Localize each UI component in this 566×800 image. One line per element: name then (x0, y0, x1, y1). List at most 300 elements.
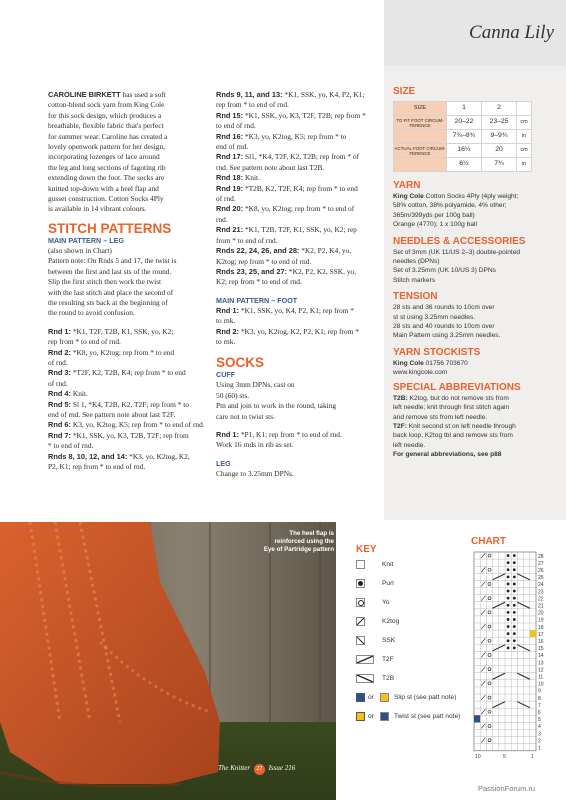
round-text: *K3, yo, K2tog, K5; rep from * to (244, 131, 347, 141)
round-line (48, 462, 212, 472)
intro-line (48, 90, 212, 100)
yarn-line (393, 220, 561, 229)
round-line (216, 316, 376, 326)
chart-row-number: 4 (538, 724, 541, 731)
chart-row-number: 28 (538, 553, 544, 560)
size-col-header: 2 (482, 102, 517, 116)
round-label: Rnd 16: (216, 131, 244, 141)
round-label: Rnd 17: (216, 152, 244, 162)
round-text: *T2F, K2, T2B, K4; rep from * to end (72, 368, 186, 378)
intro-text: extending down the foot. The socks are (48, 173, 165, 183)
size-unit: cm (517, 116, 532, 130)
needles-text: Set of 3.25mm (UK 10/US 3) DPNs (393, 267, 496, 275)
round-line (48, 327, 212, 337)
round-text: K2tog; rep from * to end of rnd. (216, 256, 312, 266)
key-label: K2tog (382, 618, 400, 625)
abbreviation-line (393, 403, 561, 412)
key-symbol-alt (380, 712, 389, 721)
round-text: end of rnd. See pattern note about last T2F. (48, 409, 176, 419)
round-line (216, 440, 376, 450)
leg-note-line: the round to avoid confusion. (48, 308, 135, 318)
chart-purl-mark (507, 597, 510, 600)
round-text: *K3, yo, K2tog, K2, P2, K1; rep from * (240, 326, 359, 336)
chart-row-number: 5 (538, 717, 541, 724)
page-title: Canna Lily (469, 22, 554, 43)
chart-row-number: 9 (538, 688, 541, 695)
yarn-line (393, 201, 561, 210)
intro-line (48, 204, 212, 214)
intro-line (48, 100, 212, 110)
round-text: Sl 1, *K4, T2B, K2, T2F; rep from * to (72, 399, 189, 409)
pattern-round (216, 152, 376, 173)
round-line (216, 267, 376, 277)
size-value-1: 16½ (447, 144, 482, 158)
size-row-label: TO FIT FOOT CIRCUM-FERENCE (394, 116, 447, 130)
chart-purl-mark (507, 583, 510, 586)
intro-name: CAROLINE BIRKETT (48, 90, 121, 99)
round-text: to rnk. (216, 336, 236, 346)
chart-purl-mark (513, 554, 516, 557)
chart-row-number: 23 (538, 589, 544, 596)
key-label: Purl (382, 580, 394, 587)
round-text: of rnd. (216, 194, 236, 204)
size-row-label: ACTUAL FOOT CIRCUM-FERENCE (394, 145, 446, 156)
leg-note-line: Slip the first stitch then work the twist (48, 277, 162, 287)
foot-pattern-heading: MAIN PATTERN – FOOT (216, 295, 298, 305)
round-line (48, 358, 212, 368)
intro-line (48, 184, 212, 194)
chart-col-number: 1 (530, 753, 534, 760)
round-line (216, 142, 376, 152)
round-line (216, 204, 376, 214)
pattern-round (216, 267, 376, 288)
round-line (216, 132, 376, 142)
needles-line (393, 248, 561, 257)
chart-slip-mark (474, 715, 480, 722)
intro-line (48, 121, 212, 131)
chart-row-number: 15 (538, 646, 544, 653)
pattern-round (216, 306, 376, 327)
intro-text: lovely openwork pattern for her design, (48, 142, 165, 152)
footer-page-number: 27 (254, 764, 265, 775)
stockist-line (393, 359, 561, 368)
chart-row-number: 13 (538, 660, 544, 667)
round-label: Rnd 3: (48, 368, 71, 378)
chart-purl-mark (513, 646, 516, 649)
pattern-round (216, 327, 376, 348)
socks-heading: SOCKS (216, 355, 265, 371)
chart-col-number: 10 (475, 753, 481, 760)
round-label: Rnd 18: (216, 173, 244, 183)
key-symbol (356, 693, 365, 702)
round-line (48, 410, 212, 420)
intro-line (48, 194, 212, 204)
tension-line (393, 331, 561, 340)
abbreviation-text: left needle. (393, 441, 426, 449)
round-text: *K2, P2, K2, SSK, yo, (288, 266, 357, 276)
abbreviation-text: and remove sts from left needle. (393, 413, 488, 421)
size-header-row (394, 102, 532, 116)
round-text: *T2B, K2, T2F, K4; rep from * to end (244, 183, 358, 193)
stockist-url: www.kingcole.com (393, 369, 448, 377)
intro-text: incorporating lozenges of lace around (48, 152, 160, 162)
pattern-round (48, 327, 212, 348)
round-label: Rnds 23, 25, and 27: (216, 266, 288, 276)
intro-line (48, 163, 212, 173)
abbreviation-label: T2B: (393, 394, 408, 402)
size-value-1: 6½ (447, 158, 482, 172)
round-line (216, 215, 376, 225)
tension-heading: TENSION (393, 291, 438, 303)
yarn-brand: King Cole (393, 193, 424, 200)
size-col-header: 1 (447, 102, 482, 116)
round-label: Rnd 1: (216, 305, 239, 315)
chart-row-number: 21 (538, 603, 544, 610)
round-line (216, 90, 376, 100)
intro-text: breathable, flexible fabric that's perfect (48, 121, 164, 131)
round-label: Rnd 7: (48, 430, 71, 440)
size-unit: in (517, 158, 532, 172)
pattern-round (48, 452, 212, 473)
chart-row-number: 6 (538, 710, 541, 716)
abbreviation-line (393, 413, 561, 422)
pattern-round (216, 204, 376, 225)
chart-purl-mark (507, 590, 510, 593)
round-line (216, 430, 376, 440)
pattern-round (48, 431, 212, 452)
round-text: to end of rnd. (216, 121, 256, 131)
round-line (216, 246, 376, 256)
round-label: Rnds 9, 11, and 13: (216, 90, 283, 99)
pattern-round (216, 430, 376, 451)
chart-purl-mark (513, 568, 516, 571)
round-line (48, 420, 212, 430)
round-text: *K8, yo, K2tog; rep from * to end of (244, 204, 355, 214)
sock-photo (0, 522, 336, 800)
intro-text: for this sock design, which produces a (48, 110, 162, 120)
photo-caption: The heel flap is reinforced using the Eye of Partridge pattern (263, 530, 334, 553)
chart-purl-mark (513, 583, 516, 586)
needles-line (393, 266, 561, 275)
column-two (216, 90, 376, 479)
key-or: or (368, 713, 374, 720)
chart-row-number: 10 (538, 681, 544, 688)
pattern-round (216, 173, 376, 183)
round-text: rnd. (216, 214, 228, 224)
intro-text: cotton-blend sock yarn from King Cole (48, 100, 165, 110)
round-text: from * to end of rnd. (216, 235, 278, 245)
spacer (216, 347, 376, 355)
size-unit: in (517, 130, 532, 144)
round-line (48, 379, 212, 389)
size-table (393, 101, 532, 172)
round-text: of rnd. (48, 357, 68, 367)
chart-row-number: 19 (538, 617, 544, 624)
chart-row-number: 12 (538, 667, 544, 674)
pattern-round (48, 400, 212, 421)
round-line (216, 194, 376, 204)
pattern-round (48, 348, 212, 369)
round-text: Work 16 rnds in rib as set. (216, 440, 294, 450)
chart-heading: CHART (471, 536, 506, 547)
general-abbreviations-note: For general abbreviations, see p88 (393, 451, 502, 459)
cuff-line: Pm and join to work in the round, taking (216, 401, 337, 411)
round-label: Rnd 20: (216, 204, 244, 214)
intro-line (48, 111, 212, 121)
leg-pattern-heading: MAIN PATTERN – LEG (48, 235, 125, 245)
sock-photo-image (0, 522, 336, 800)
round-text: * to end of rnd. (48, 441, 94, 451)
round-line (48, 441, 212, 451)
round-label: Rnd 21: (216, 225, 244, 235)
pattern-round (216, 90, 376, 111)
round-label: Rnd 1: (48, 326, 71, 336)
chart-purl-mark (507, 639, 510, 642)
round-line (216, 277, 376, 287)
chart-row-number: 17 (538, 631, 544, 638)
round-label: Rnd 2: (216, 326, 239, 336)
spacer (48, 319, 212, 327)
chart-row-number: 20 (538, 610, 544, 617)
round-label: Rnds 8, 10, 12, and 14: (48, 451, 128, 461)
chart-row-number: 11 (538, 674, 544, 681)
key-symbol (356, 636, 365, 645)
round-text: Knit. (72, 389, 88, 399)
needles-text: Set of 3mm (UK 11/US 2–3) double-pointed (393, 248, 521, 256)
chart-row-number: 7 (538, 702, 541, 709)
size-row-label (394, 158, 447, 172)
round-line (48, 348, 212, 358)
stitch-patterns-heading: STITCH PATTERNS (48, 220, 172, 236)
round-line (216, 173, 376, 183)
pattern-round (216, 132, 376, 153)
round-label: Rnd 1: (216, 429, 239, 439)
needles-heading: NEEDLES & ACCESSORIES (393, 235, 526, 247)
size-row (394, 116, 532, 130)
round-text: to rnk. (216, 316, 236, 326)
chart-row-number: 2 (538, 738, 541, 745)
chart-row-number: 16 (538, 639, 544, 645)
round-line (216, 225, 376, 235)
round-line (216, 337, 376, 347)
tension-text: Main Pattern using 3.25mm needles. (393, 332, 501, 340)
chart-key (356, 544, 466, 756)
tension-line (393, 313, 561, 322)
round-text: rep from * to end of rnd. (48, 337, 121, 347)
round-text: *K2, P2, K4, yo, (301, 246, 352, 256)
needles-line (393, 276, 561, 285)
yarn-text: 365m/399yds per 100g ball) (393, 211, 475, 219)
footer-issue: Issue 216 (268, 764, 296, 772)
round-line (216, 111, 376, 121)
intro-text: has used a soft (122, 90, 166, 99)
intro-text: the leg and long sections of fagoting rib (48, 162, 166, 172)
round-text: *K1, SSK, yo, K3, T2B, T2F; rep from (72, 430, 189, 440)
yarn-text: 58% cotton, 38% polyamide, 4% other; (393, 202, 507, 210)
round-line (48, 337, 212, 347)
stockists-heading: YARN STOCKISTS (393, 346, 481, 358)
key-label: Yo (382, 599, 390, 606)
round-label: Rnd 4: (48, 389, 71, 399)
intro-line (48, 152, 212, 162)
abbreviation-text: Knit second st on left needle through (408, 422, 516, 430)
chart-purl-mark (507, 604, 510, 607)
knitting-chart (470, 550, 566, 764)
round-line (216, 121, 376, 131)
stockist-phone: 01756 703670 (425, 359, 468, 367)
chart-purl-mark (507, 618, 510, 621)
size-value-1: 7¾–8¾ (447, 130, 482, 144)
size-header-label: SIZE (394, 102, 447, 116)
pattern-round (216, 246, 376, 267)
round-line (216, 236, 376, 246)
key-label: T2F (382, 656, 394, 663)
abbreviation-line (393, 394, 561, 403)
round-line (48, 368, 212, 378)
chart-purl-mark (513, 611, 516, 614)
chart-row-number: 26 (538, 568, 544, 574)
round-line (216, 306, 376, 316)
round-line (216, 184, 376, 194)
key-or: or (368, 694, 374, 701)
chart-purl-mark (513, 625, 516, 628)
key-symbol-alt (380, 693, 389, 702)
chart-row-number: 22 (538, 596, 544, 603)
leg-line: Change to 3.25mm DPNs. (216, 468, 294, 478)
key-symbol (356, 560, 365, 569)
key-symbol (356, 674, 374, 683)
abbreviation-label: T2F: (393, 422, 407, 430)
cuff-heading: CUFF (216, 370, 236, 380)
chart-col-number: 5 (503, 753, 506, 760)
spacer (216, 451, 376, 459)
intro-line (48, 173, 212, 183)
cuff-line: 50 (60) sts. (216, 390, 250, 400)
chart-row-number: 25 (538, 575, 544, 582)
round-text: P2, K1; rep from * to end of rnd. (48, 462, 146, 471)
leg-note-line: between the first and last sts of the round. (48, 266, 172, 276)
size-unit-blank (517, 102, 532, 116)
round-line (216, 327, 376, 337)
round-label: Rnds 22, 24, 26, and 28: (216, 246, 300, 256)
stockist-brand: King Cole (393, 359, 424, 367)
round-text: end of rnd. (216, 142, 249, 152)
chart-twist-stitch-mark (530, 630, 536, 637)
intro-text: knitted top-down with a heel flap and (48, 183, 159, 193)
size-row (394, 130, 532, 144)
chart-purl-mark (507, 625, 510, 628)
round-text: *P1, K1; rep from * to end of rnd. (240, 429, 342, 439)
pattern-round (48, 420, 212, 430)
tension-line (393, 303, 561, 312)
tension-text: 28 sts and 36 rounds to 10cm over (393, 304, 495, 312)
chart-row-number: 1 (538, 745, 541, 752)
watermark: PassionForum.ru (478, 784, 536, 793)
chart-row-number: 14 (538, 653, 544, 660)
abbreviation-text: K2tog, but do not remove sts from (409, 394, 509, 402)
chart-purl-mark (513, 597, 516, 600)
size-heading: SIZE (393, 86, 416, 97)
cuff-line: care not to twist sts. (216, 411, 275, 421)
size-row-label (394, 130, 447, 144)
abbreviation-text: left needle; knit through first stitch again (393, 404, 510, 412)
chart-purl-mark (507, 561, 510, 564)
leg-note-line: the resulting sts back at the beginning of (48, 297, 168, 307)
round-text: *K8, yo, K2tog; rep from * to end (72, 347, 175, 357)
key-label: T2B (382, 675, 395, 682)
tension-text: st st using 3.25mm needles. (393, 313, 476, 321)
size-value-1: 20–22 (447, 116, 482, 130)
leg-note-line: Pattern note: On Rnds 5 and 17, the twist is (48, 256, 177, 266)
intro-paragraph (48, 90, 212, 215)
leg-heading: LEG (216, 458, 231, 468)
chart-purl-mark (507, 568, 510, 571)
size-value-2: 9–9¾ (482, 130, 517, 144)
tension-text: 28 sts and 40 rounds to 10cm over (393, 323, 495, 331)
key-symbol (356, 598, 365, 607)
pattern-round (48, 368, 212, 389)
round-line (48, 389, 212, 399)
pattern-round (216, 184, 376, 205)
chart-purl-mark (507, 632, 510, 635)
yarn-line (393, 211, 561, 220)
size-value-2: 7¾ (482, 158, 517, 172)
chart-purl-mark (513, 632, 516, 635)
round-text: *K1, T2B, T2F, K1, SSK, yo, K2; rep (244, 225, 357, 235)
round-text: rnd. See pattern note about last T2B. (216, 162, 325, 172)
abbreviation-line (393, 431, 561, 440)
round-label: Rnd 5: (48, 399, 71, 409)
round-text: rep from * to end of rnd. (216, 100, 289, 110)
cuff-line: Using 3mm DPNs, cast on (216, 380, 295, 390)
footer (218, 764, 295, 775)
pattern-round (216, 111, 376, 132)
footer-magazine: The Knitter (218, 764, 251, 772)
key-label: SSK (382, 637, 396, 644)
chart-purl-mark (513, 590, 516, 593)
needles-line (393, 257, 561, 266)
round-text: *K1, SSK, yo, K4, P2, K1; (284, 90, 365, 99)
column-one (48, 90, 212, 472)
size-unit: cm (517, 144, 532, 158)
round-line (48, 452, 212, 462)
round-text: *K1, SSK, yo, K4, P2, K1; rep from * (240, 305, 354, 315)
round-text: *K3, yo, K2tog, K2, (129, 451, 190, 461)
title-block (384, 0, 566, 66)
round-line (216, 152, 376, 162)
chart-purl-mark (513, 561, 516, 564)
round-line (48, 400, 212, 410)
round-text: *K1, SSK, yo, K3, T2F, T2B; rep from * (244, 110, 366, 120)
intro-text: gusset construction. Cotton Socks 4Ply (48, 194, 164, 204)
chart-purl-mark (507, 611, 510, 614)
chart-row-number: 27 (538, 560, 544, 567)
yarn-line (393, 192, 561, 201)
key-label: Knit (382, 561, 394, 568)
size-row (394, 158, 532, 172)
chart-purl-mark (507, 646, 510, 649)
pattern-round (216, 225, 376, 246)
round-text: K2; rep from * to end of rnd. (216, 277, 302, 287)
chart-row-number: 8 (538, 695, 541, 702)
abbreviation-line (393, 441, 561, 450)
intro-line (48, 142, 212, 152)
intro-text: is available in 14 vibrant colours. (48, 204, 147, 214)
round-text: Knit. (244, 173, 260, 183)
key-symbol (356, 712, 365, 721)
abbreviations-heading: SPECIAL ABBREVIATIONS (393, 381, 521, 393)
pattern-round (48, 389, 212, 399)
